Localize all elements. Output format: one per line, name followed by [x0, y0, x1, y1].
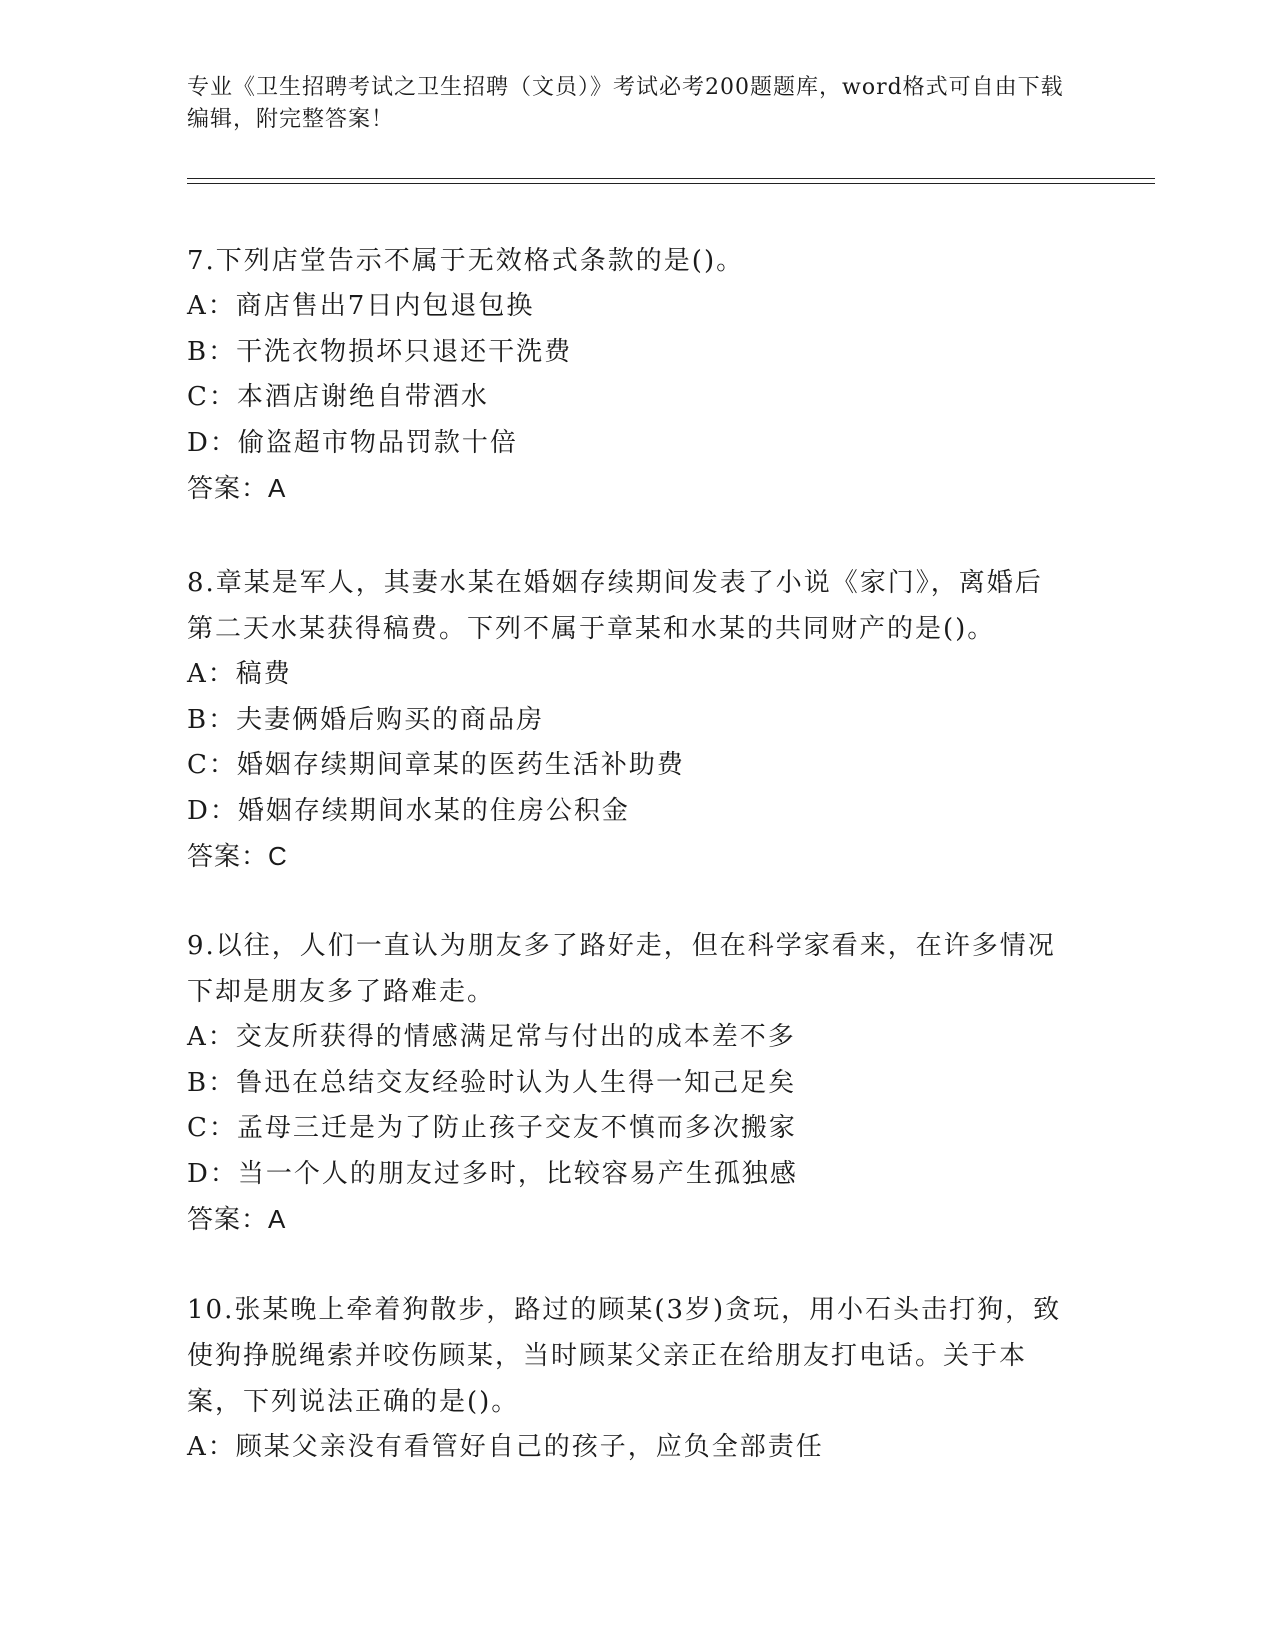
- document-header: 专业《卫生招聘考试之卫生招聘（文员）》考试必考200题题库，word格式可自由下载编辑，附完整答案！: [187, 75, 1064, 132]
- answer: 答案：C: [187, 841, 288, 871]
- option-b: B：干洗衣物损坏只退还干洗费: [187, 336, 573, 367]
- option-c: C：本酒店谢绝自带酒水: [187, 382, 489, 412]
- option-c: C：孟母三迁是为了防止孩子交友不慎而多次搬家: [187, 1113, 797, 1143]
- answer: 答案：A: [187, 473, 287, 503]
- option-b: B：鲁迅在总结交友经验时认为人生得一知己足矣: [187, 1067, 797, 1098]
- option-c: C：婚姻存续期间章某的医药生活补助费: [187, 750, 685, 780]
- question-8: [187, 560, 1067, 880]
- option-a: A：商店售出7日内包退包换: [187, 291, 535, 321]
- header-divider-top: [187, 178, 1155, 179]
- answer: 答案：A: [187, 1204, 287, 1234]
- question-7: [187, 238, 1067, 512]
- question-stem: 7.下列店堂告示不属于无效格式条款的是()。: [187, 246, 745, 276]
- option-d: D：当一个人的朋友过多时，比较容易产生孤独感: [187, 1158, 798, 1189]
- option-a: A：稿费: [187, 659, 292, 689]
- question-stem: 8.章某是军人，其妻水某在婚姻存续期间发表了小说《家门》，离婚后第二天水某获得稿费。下列不属于章某和水某的共同财产的是()。: [187, 568, 1043, 644]
- option-b: B：夫妻俩婚后购买的商品房: [187, 704, 545, 735]
- option-a: A：顾某父亲没有看管好自己的孩子，应负全部责任: [187, 1432, 824, 1462]
- question-stem: 10.张某晚上牵着狗散步，路过的顾某(3岁)贪玩，用小石头击打狗，致使狗挣脱绳索并咬伤顾某，当时顾某父亲正在给朋友打电话。关于本案，下列说法正确的是()。: [187, 1295, 1062, 1417]
- question-stem: 9.以往，人们一直认为朋友多了路好走，但在科学家看来，在许多情况下却是朋友多了路难走。: [187, 931, 1056, 1007]
- option-d: D：婚姻存续期间水某的住房公积金: [187, 795, 630, 826]
- question-10: [187, 1287, 1067, 1471]
- header-divider-bottom: [187, 183, 1155, 184]
- option-d: D：偷盗超市物品罚款十倍: [187, 427, 518, 458]
- option-a: A：交友所获得的情感满足常与付出的成本差不多: [187, 1022, 796, 1052]
- question-9: [187, 923, 1067, 1243]
